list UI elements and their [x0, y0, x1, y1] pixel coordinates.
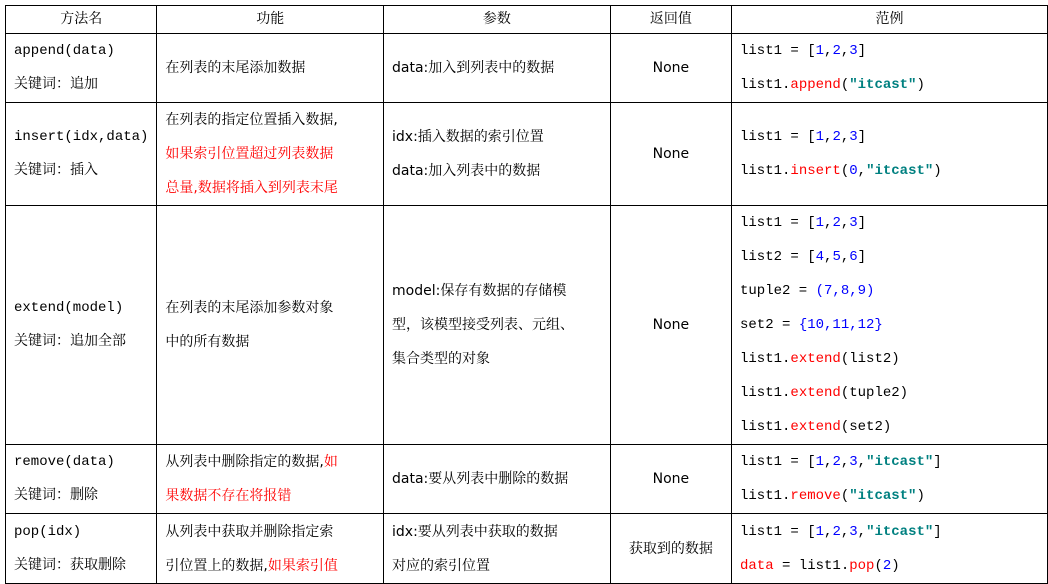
method-keyword: 关键词：追加 [14, 77, 98, 93]
code-line [740, 120, 1039, 154]
code-segment: 2 [882, 557, 892, 574]
code-segment: 2 [832, 215, 841, 231]
code-segment: , [824, 215, 833, 231]
text-segment: 从列表中获取并删除指定索 [165, 523, 334, 540]
code-line [740, 206, 1039, 240]
code-line [740, 515, 1039, 549]
method-name: remove(data) [14, 454, 115, 470]
code-segment: , [840, 215, 850, 231]
code-segment: "itcast" [866, 523, 934, 540]
code-segment: ( [840, 163, 850, 179]
text-segment: 在列表的末尾添加参数对象 [165, 300, 334, 316]
params-cell [384, 445, 611, 514]
function-cell [157, 34, 384, 103]
code-segment: 3 [849, 215, 858, 231]
code-line [740, 68, 1039, 102]
code-line [740, 549, 1039, 583]
code-line [740, 410, 1039, 444]
header-row [6, 6, 1048, 34]
text-segment: 如果索引值 [267, 557, 338, 574]
function-cell [157, 514, 384, 584]
code-line [740, 342, 1039, 376]
code-segment: , [840, 523, 850, 540]
code-segment: ] [857, 129, 867, 145]
code-segment: ) [933, 163, 942, 179]
function-line [165, 445, 375, 479]
code-segment: list1. [740, 385, 791, 401]
text-segment: 在列表的指定位置插入数据, [165, 112, 338, 128]
method-keyword: 关键词：获取删除 [14, 557, 126, 574]
code-segment: ] [933, 523, 942, 540]
code-segment: 3 [849, 454, 858, 470]
code-segment: (set2) [840, 419, 892, 435]
text-segment: 如果索引位置超过列表数据 [165, 146, 334, 162]
code-line [740, 154, 1039, 188]
code-segment: 1 [815, 523, 825, 540]
code-segment: remove [790, 488, 841, 504]
code-segment: list1. [740, 351, 791, 367]
text-segment: 从列表中删除指定的数据, [165, 454, 324, 470]
header-example: 范例 [732, 6, 1048, 34]
list-methods-table [5, 5, 1048, 584]
code-segment: (tuple2) [840, 385, 909, 401]
code-segment: , [840, 43, 850, 59]
function-cell [157, 103, 384, 206]
table-row [6, 514, 1048, 584]
code-segment: (list2) [840, 351, 900, 367]
code-line [740, 274, 1039, 308]
code-segment: ) [916, 77, 925, 93]
code-segment: extend [790, 351, 841, 367]
param-line: model:保存有数据的存储模 [392, 283, 567, 299]
code-segment: "itcast" [849, 77, 917, 93]
code-segment: , [840, 454, 850, 470]
function-line [165, 549, 375, 583]
code-segment: insert [790, 163, 841, 179]
code-line [740, 479, 1039, 513]
code-segment: list1. [740, 488, 791, 504]
code-segment: extend [790, 419, 841, 435]
code-segment: list1 = [ [740, 523, 816, 540]
code-segment: ] [857, 249, 867, 265]
code-segment: = [773, 557, 799, 574]
code-segment: list1 = [ [740, 454, 816, 470]
code-segment: 6 [849, 249, 858, 265]
code-segment: ) [891, 557, 900, 574]
code-segment: pop [849, 557, 875, 574]
code-segment: {10,11,12} [798, 317, 883, 333]
return-cell: 获取到的数据 [610, 514, 731, 584]
code-segment: , [824, 129, 833, 145]
code-segment: 2 [832, 523, 841, 540]
code-segment: 4 [815, 249, 825, 265]
example-cell [732, 103, 1048, 206]
code-segment: , [840, 249, 850, 265]
param-line: 对应的索引位置 [392, 557, 491, 574]
code-segment: ( [840, 77, 850, 93]
code-segment: 3 [849, 523, 858, 540]
function-line [165, 51, 375, 85]
text-segment: 在列表的末尾添加数据 [165, 60, 306, 76]
code-segment: ] [857, 43, 867, 59]
code-segment: data [740, 557, 774, 574]
param-line: data:要从列表中删除的数据 [392, 471, 569, 487]
function-line [165, 291, 375, 325]
function-cell [157, 206, 384, 445]
params-cell [384, 34, 611, 103]
code-segment: 5 [832, 249, 841, 265]
code-segment: 2 [832, 454, 841, 470]
code-segment: list1 = [ [740, 215, 816, 231]
code-line [740, 308, 1039, 342]
code-segment: , [857, 454, 867, 470]
code-segment: , [857, 523, 867, 540]
code-segment: "itcast" [866, 454, 934, 470]
code-segment: 3 [849, 129, 858, 145]
header-function: 功能 [157, 6, 384, 34]
code-line [740, 376, 1039, 410]
code-line [740, 240, 1039, 274]
code-segment: list1. [740, 419, 791, 435]
text-segment: 果数据不存在将报错 [165, 488, 292, 504]
code-segment: 1 [815, 215, 825, 231]
function-line [165, 479, 375, 513]
table-row [6, 206, 1048, 445]
code-segment: list2 = [ [740, 249, 816, 265]
method-keyword: 关键词：插入 [14, 163, 98, 179]
method-name: append(data) [14, 43, 115, 59]
code-segment: ( [840, 488, 850, 504]
code-segment: append [790, 77, 841, 93]
code-segment: (7,8,9) [815, 283, 875, 299]
function-line [165, 171, 375, 205]
table-row [6, 445, 1048, 514]
params-cell [384, 103, 611, 206]
param-line: idx:要从列表中获取的数据 [392, 523, 558, 540]
method-keyword: 关键词：删除 [14, 488, 98, 504]
param-line: 集合类型的对象 [392, 351, 491, 367]
code-segment: ] [933, 454, 942, 470]
code-segment: list1 = [ [740, 129, 816, 145]
code-segment: 0 [849, 163, 858, 179]
function-line [165, 103, 375, 137]
text-segment: 总量,数据将插入到列表末尾 [165, 180, 338, 196]
function-line [165, 325, 375, 359]
code-line [740, 34, 1039, 68]
example-cell [732, 206, 1048, 445]
code-segment: extend [790, 385, 841, 401]
header-return: 返回值 [610, 6, 731, 34]
return-cell: None [610, 103, 731, 206]
text-segment: 中的所有数据 [165, 334, 250, 350]
method-cell [6, 514, 157, 584]
code-line [740, 445, 1039, 479]
table-row [6, 103, 1048, 206]
code-segment: list1. [740, 77, 791, 93]
function-cell [157, 445, 384, 514]
code-segment: , [824, 43, 833, 59]
code-segment: 1 [815, 43, 825, 59]
code-segment: 1 [815, 454, 825, 470]
method-name: pop(idx) [14, 523, 82, 540]
function-line [165, 515, 375, 549]
code-segment: , [824, 249, 833, 265]
code-segment: 3 [849, 43, 858, 59]
example-cell [732, 514, 1048, 584]
example-cell [732, 445, 1048, 514]
code-segment: set2 = [740, 317, 799, 333]
code-segment: list1. [740, 163, 791, 179]
code-segment: 2 [832, 43, 841, 59]
return-cell: None [610, 34, 731, 103]
code-segment: ] [857, 215, 867, 231]
header-method: 方法名 [6, 6, 157, 34]
code-segment: ) [916, 488, 925, 504]
code-segment: list1. [798, 557, 850, 574]
code-segment: ( [874, 557, 883, 574]
return-cell: None [610, 206, 731, 445]
code-segment: , [857, 163, 867, 179]
params-cell [384, 514, 611, 584]
text-segment: 引位置上的数据, [165, 557, 268, 574]
code-segment: 1 [815, 129, 825, 145]
code-segment: tuple2 = [740, 283, 816, 299]
example-cell [732, 34, 1048, 103]
code-segment: 2 [832, 129, 841, 145]
code-segment: "itcast" [866, 163, 934, 179]
code-segment: , [824, 523, 833, 540]
param-line: data:加入到列表中的数据 [392, 60, 555, 76]
method-name: extend(model) [14, 300, 124, 316]
param-line: data:加入列表中的数据 [392, 163, 541, 179]
method-cell [6, 34, 157, 103]
function-line [165, 137, 375, 171]
method-name: insert(idx,data) [14, 129, 149, 145]
method-cell [6, 445, 157, 514]
code-segment: , [824, 454, 833, 470]
method-cell [6, 206, 157, 445]
text-segment: 如 [323, 454, 338, 470]
param-line: 型，该模型接受列表、元组、 [392, 317, 575, 333]
code-segment: , [840, 129, 850, 145]
table-row [6, 34, 1048, 103]
code-segment: list1 = [ [740, 43, 816, 59]
param-line: idx:插入数据的索引位置 [392, 129, 544, 145]
method-keyword: 关键词：追加全部 [14, 334, 126, 350]
header-params: 参数 [384, 6, 611, 34]
return-cell: None [610, 445, 731, 514]
code-segment: "itcast" [849, 488, 917, 504]
params-cell [384, 206, 611, 445]
method-cell [6, 103, 157, 206]
